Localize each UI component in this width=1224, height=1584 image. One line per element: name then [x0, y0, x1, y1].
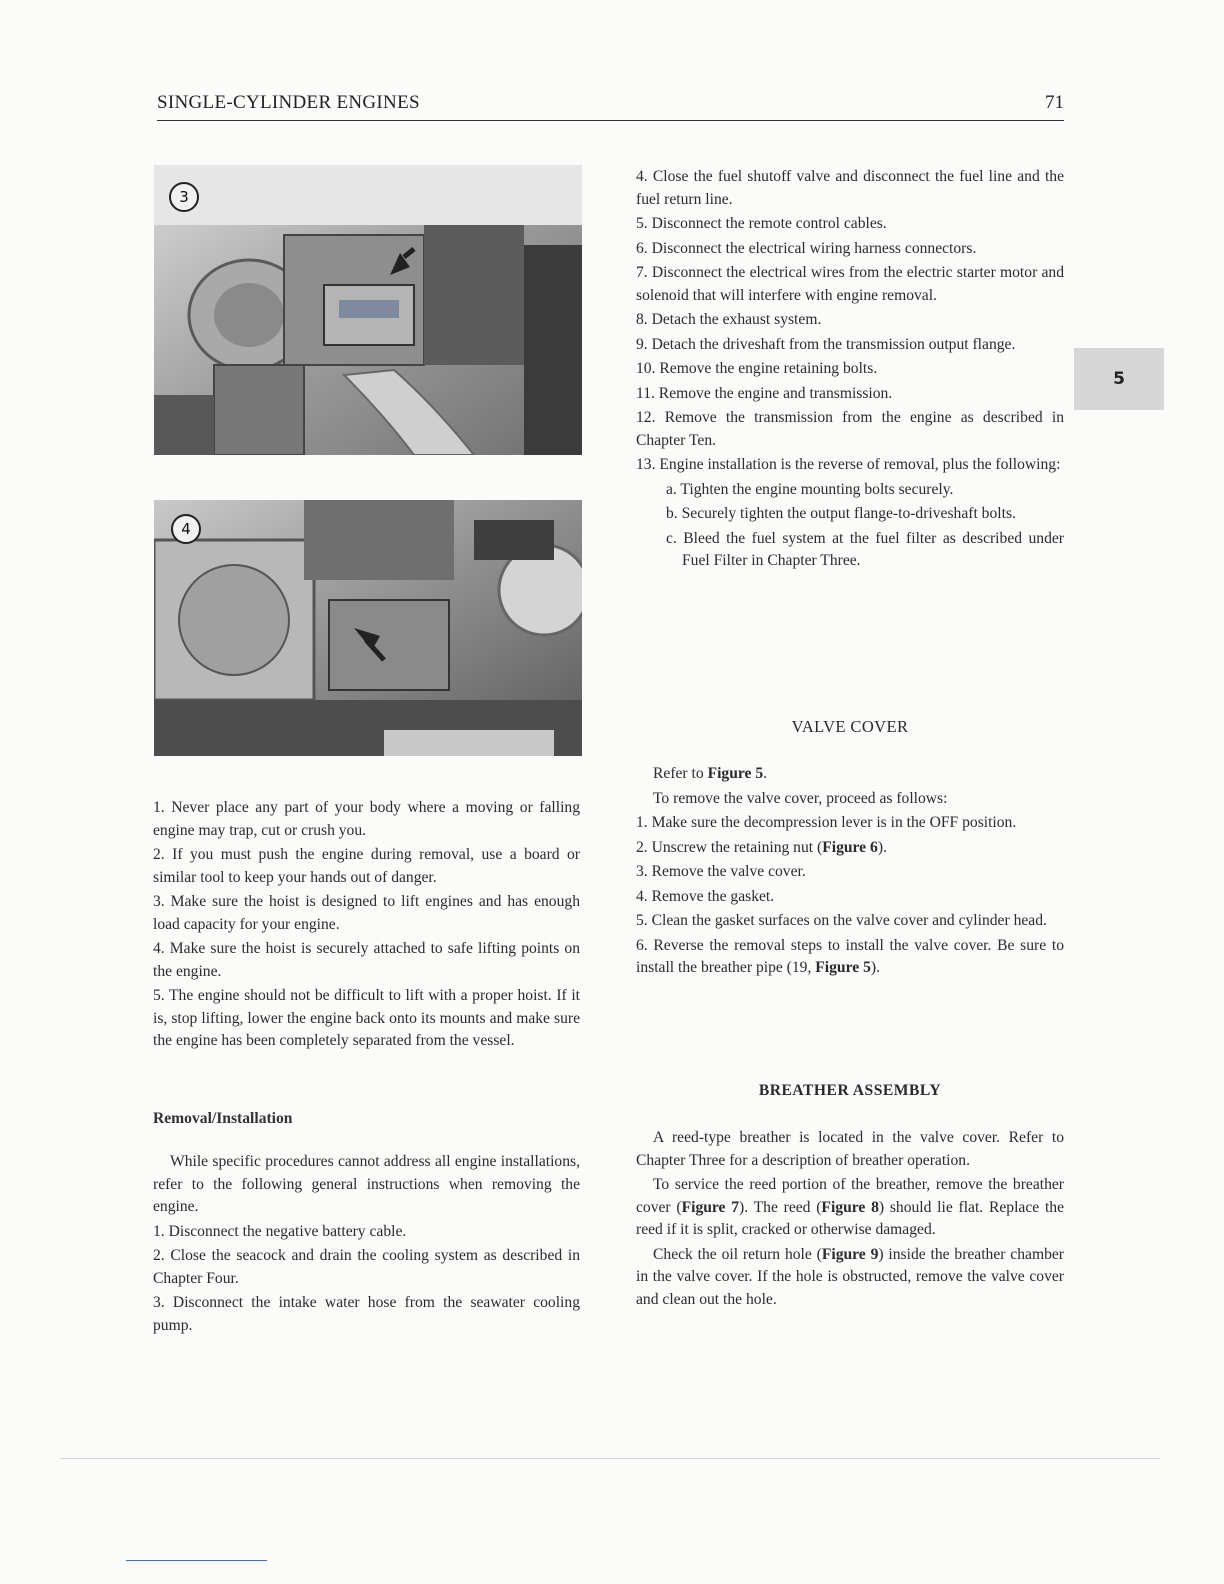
install-substep: c. Bleed the fuel system at the fuel filter as described under Fuel Filter in Chapter Three.	[666, 529, 1064, 569]
text-run: 6. Reverse the removal steps to install the valve cover. Be sure to install the breather pipe (19,	[636, 936, 1064, 976]
text-run: Refer to	[653, 765, 708, 782]
valve-cover-heading: VALVE COVER	[791, 717, 909, 736]
removal-intro: While specific procedures cannot address all engine installations, refer to the following general instructions when removing the engine.	[153, 1153, 580, 1215]
page-number: 71	[1045, 92, 1064, 113]
text-run: ). The reed (	[739, 1198, 822, 1216]
figure-ref: Figure 8	[821, 1198, 879, 1216]
header-title: SINGLE-CYLINDER ENGINES	[157, 92, 420, 113]
figure-ref: Figure 6	[822, 838, 878, 856]
removal-step: 7. Disconnect the electrical wires from the electric starter motor and solenoid that will interfere with engine removal.	[636, 264, 1064, 304]
valve-cover-step	[636, 935, 1064, 980]
removal-steps-left	[153, 1151, 580, 1339]
figure-ref: Figure 5	[707, 765, 764, 782]
safety-item: 2. If you must push the engine during removal, use a board or similar tool to keep your hands out of danger.	[153, 846, 580, 886]
removal-heading: Removal/Installation	[153, 1110, 293, 1127]
text-run: ).	[877, 838, 887, 856]
breather-section	[636, 1080, 1064, 1103]
removal-section	[153, 1108, 580, 1131]
removal-step: 3. Disconnect the intake water hose from the seawater cooling pump.	[153, 1294, 580, 1334]
figure-ref: Figure 5	[815, 959, 871, 976]
breather-body	[636, 1127, 1064, 1313]
text-run: To service the reed portion of the breather, remove the breather cover (	[636, 1176, 1064, 1216]
removal-step: 9. Detach the driveshaft from the transmission output flange.	[636, 335, 1016, 353]
figure-4-photo	[154, 500, 582, 756]
breather-paragraph	[636, 1244, 1064, 1312]
breather-heading: BREATHER ASSEMBLY	[758, 1082, 942, 1099]
right-column-steps	[636, 166, 1064, 575]
running-header	[157, 92, 1064, 121]
text-run: Check the oil return hole (	[653, 1245, 822, 1263]
valve-cover-intro: To remove the valve cover, proceed as follows:	[653, 789, 948, 807]
valve-cover-step: 3. Remove the valve cover.	[636, 863, 806, 880]
install-substep: b. Securely tighten the output flange-to-driveshaft bolts.	[666, 505, 1016, 522]
valve-cover-step: 4. Remove the gasket.	[636, 887, 775, 905]
figure-ref: Figure 9	[821, 1245, 879, 1263]
removal-step: 6. Disconnect the electrical wiring harness connectors.	[636, 239, 977, 257]
engine-photo-4-graphic	[154, 500, 582, 756]
chapter-tab: 5	[1074, 348, 1164, 410]
figure-ref: Figure 7	[681, 1198, 740, 1216]
valve-cover-step: 1. Make sure the decompression lever is in the OFF position.	[636, 814, 1017, 831]
removal-step: 11. Remove the engine and transmission.	[636, 384, 893, 402]
valve-cover-section	[636, 716, 1064, 739]
safety-item: 5. The engine should not be difficult to lift with a proper hoist. If it is, stop lifting, lower the engine back onto its mounts and make sure the engine has been completely separated from the vessel.	[153, 987, 580, 1049]
bottom-link-underline	[126, 1560, 267, 1561]
removal-step: 12. Remove the transmission from the engine as described in Chapter Ten.	[636, 409, 1064, 449]
text-run: ) should lie flat. Replace the reed if it is split, cracked or otherwise damaged.	[636, 1198, 1064, 1238]
breather-paragraph	[636, 1174, 1064, 1242]
text-run: ).	[870, 959, 880, 976]
valve-cover-refer	[636, 763, 1064, 786]
removal-step: 4. Close the fuel shutoff valve and disconnect the fuel line and the fuel return line.	[636, 168, 1064, 208]
figure-3-photo	[154, 165, 582, 455]
valve-cover-body	[636, 763, 1064, 982]
removal-step: 8. Detach the exhaust system.	[636, 311, 822, 328]
breather-paragraph: A reed-type breather is located in the valve cover. Refer to Chapter Three for a description of breather operation.	[636, 1129, 1064, 1169]
safety-item: 1. Never place any part of your body where a moving or falling engine may trap, cut or crush you.	[153, 799, 580, 839]
figure-4-callout: 4	[171, 514, 201, 544]
removal-step: 13. Engine installation is the reverse of removal, plus the following:	[636, 456, 1061, 473]
text-run: ) inside the breather chamber in the valve cover. If the hole is obstructed, remove the valve cover and clean out the hole.	[636, 1245, 1064, 1308]
text-run: .	[763, 765, 768, 782]
removal-step: 1. Disconnect the negative battery cable.	[153, 1222, 407, 1240]
safety-item: 3. Make sure the hoist is designed to lift engines and has enough load capacity for your engine.	[153, 893, 580, 933]
valve-cover-step: 5. Clean the gasket surfaces on the valve cover and cylinder head.	[636, 912, 1047, 929]
safety-item: 4. Make sure the hoist is securely attached to safe lifting points on the engine.	[153, 940, 580, 980]
removal-step: 2. Close the seacock and drain the cooling system as described in Chapter Four.	[153, 1247, 580, 1287]
valve-cover-step	[636, 837, 1064, 860]
removal-step: 10. Remove the engine retaining bolts.	[636, 360, 878, 377]
text-run: 2. Unscrew the retaining nut (	[636, 838, 823, 856]
engine-photo-3-graphic	[154, 165, 582, 455]
figure-3-callout: 3	[169, 182, 199, 212]
footer-rule	[60, 1458, 1160, 1459]
removal-step: 5. Disconnect the remote control cables.	[636, 215, 887, 232]
install-substep: a. Tighten the engine mounting bolts securely.	[666, 480, 954, 498]
left-column	[153, 797, 580, 1055]
